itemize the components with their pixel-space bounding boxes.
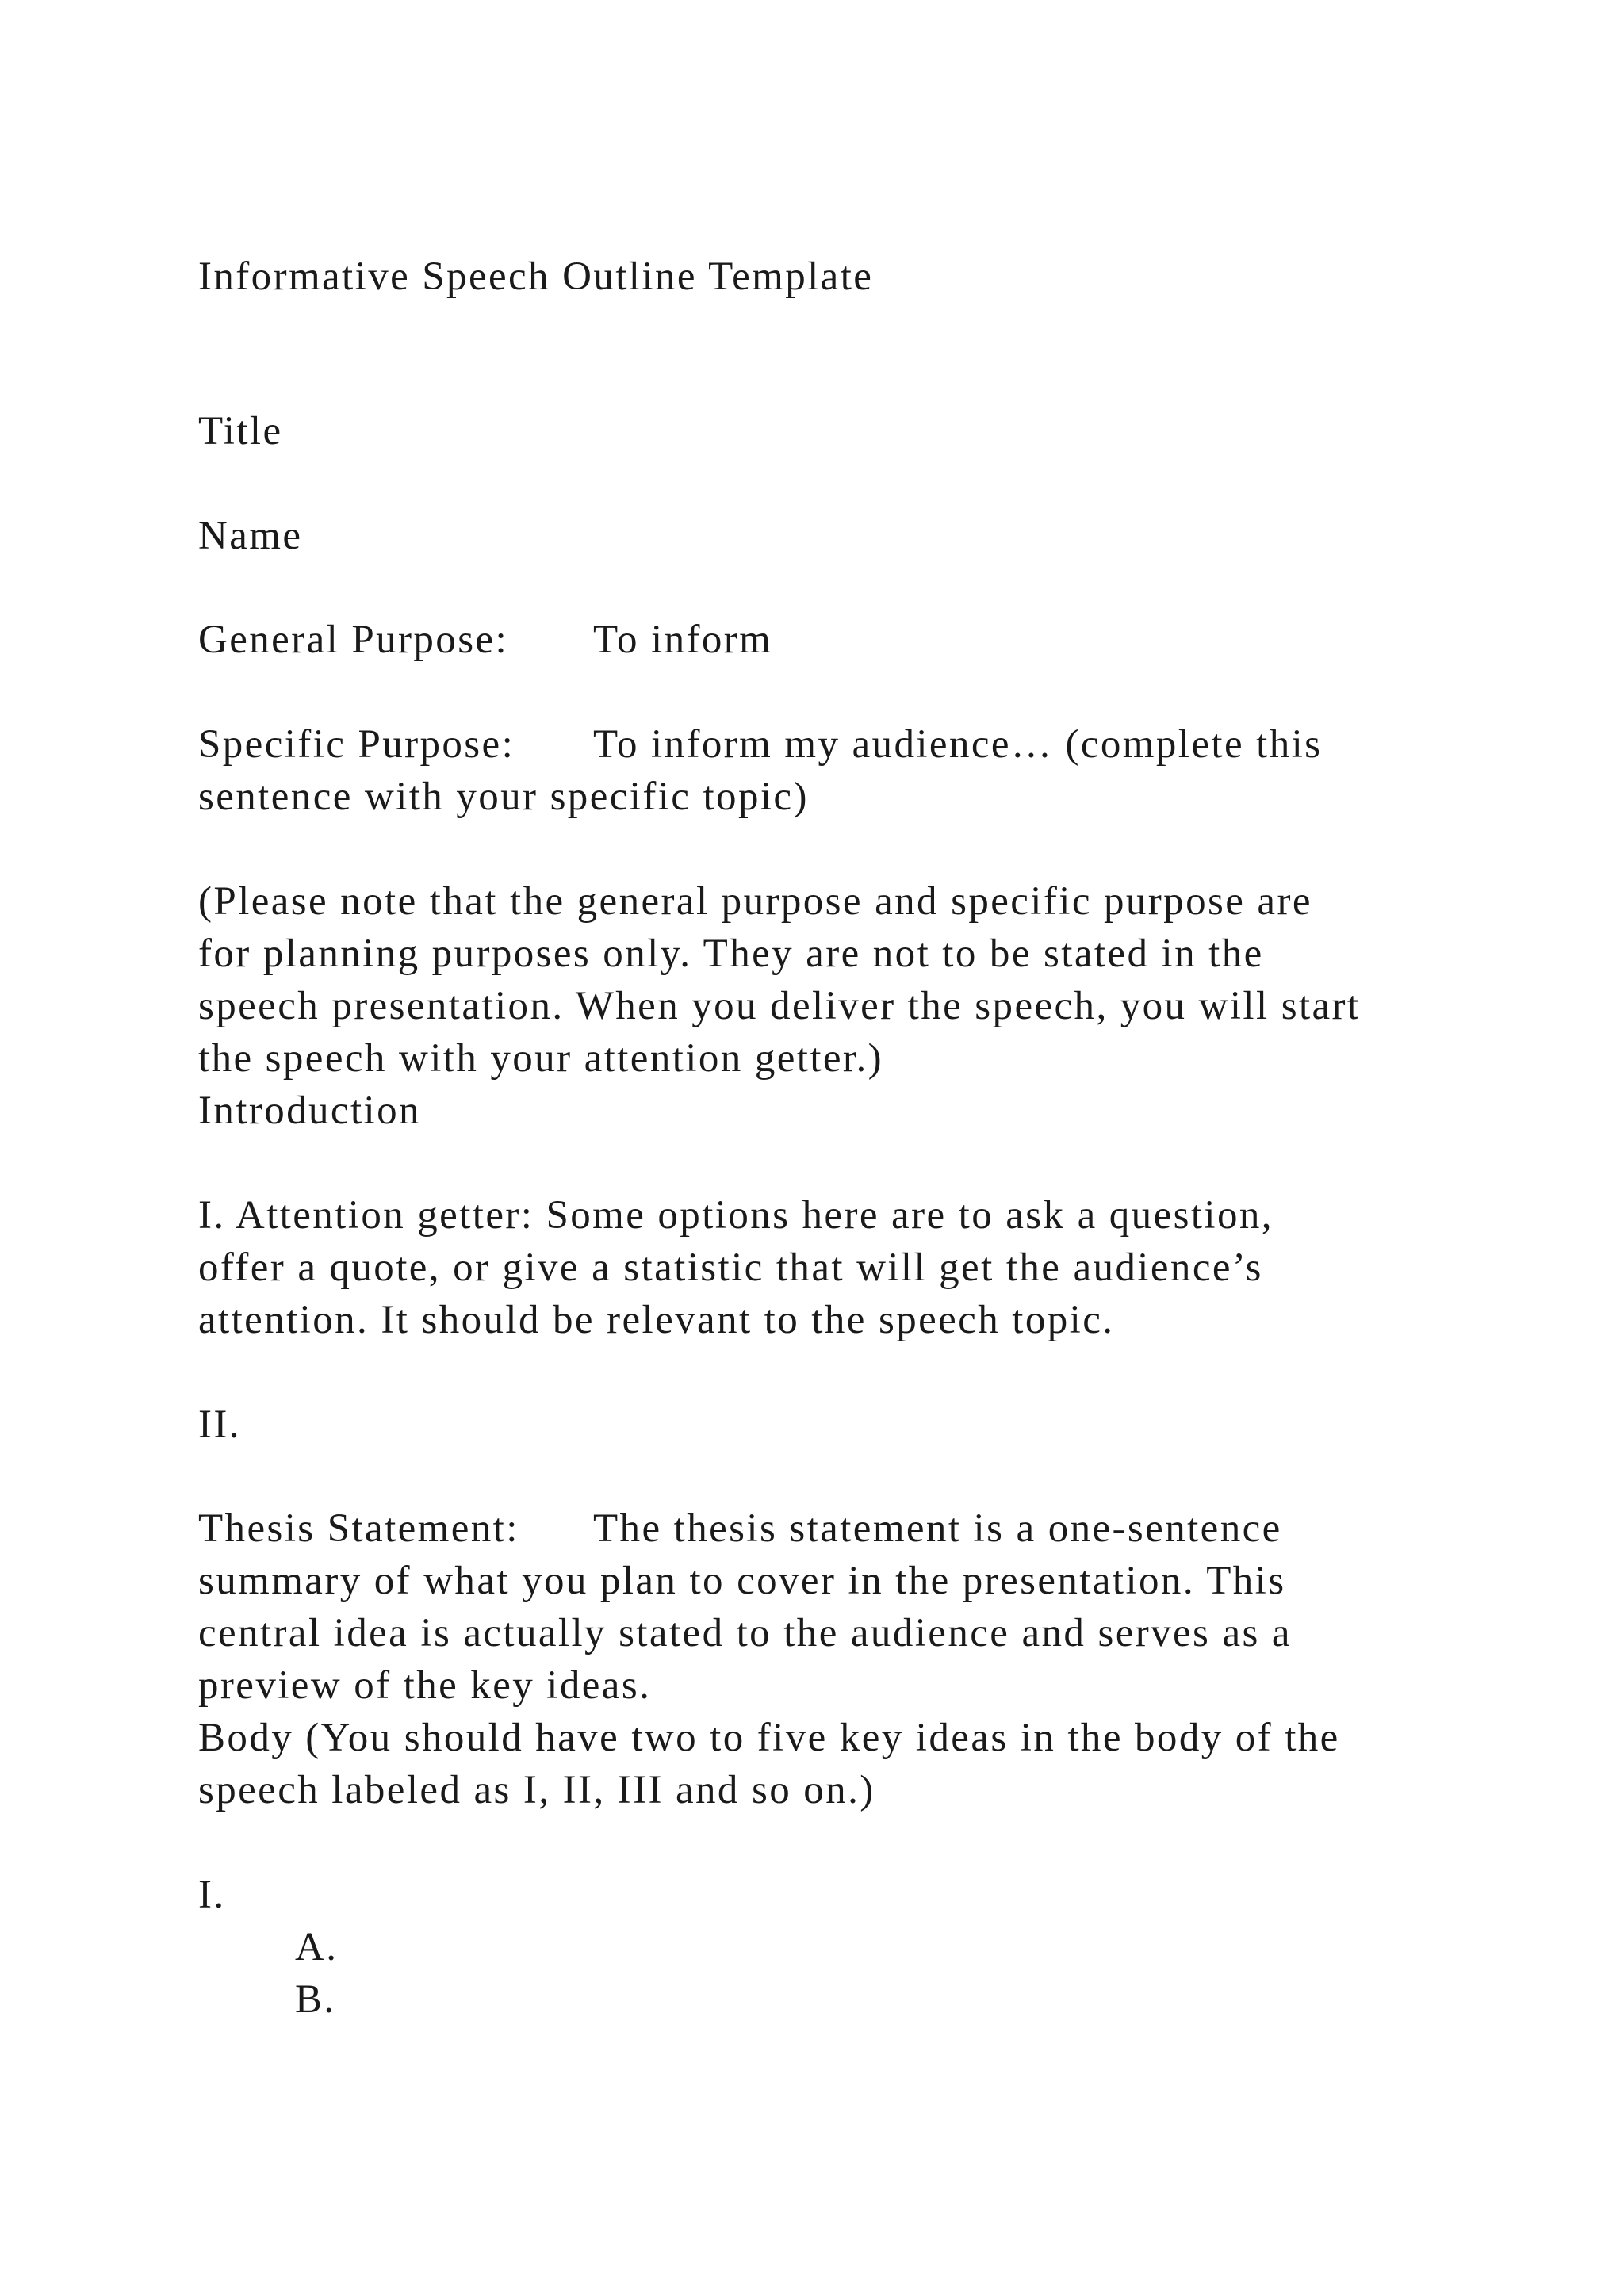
attention-getter-line: attention. It should be relevant to the speech topic. [198, 1298, 1115, 1342]
specific-purpose-label: Specific Purpose: [198, 722, 515, 767]
note-line: speech presentation. When you deliver the speech, you will start [198, 984, 1361, 1028]
thesis-label: Thesis Statement: [198, 1506, 519, 1551]
introduction-heading: Introduction [198, 1089, 421, 1133]
body-item-i: I. [198, 1873, 226, 1917]
intro-item-ii: II. [198, 1402, 241, 1447]
thesis-line: central idea is actually stated to the audience and serves as a [198, 1611, 1292, 1655]
specific-purpose-value: To inform my audience… (complete this [593, 722, 1323, 767]
thesis-line: summary of what you plan to cover in the presentation. This [198, 1559, 1286, 1603]
general-purpose-label: General Purpose: [198, 618, 509, 662]
sub-item-a: A. [295, 1925, 339, 1969]
attention-getter-line: I. Attention getter: Some options here are to ask a question, [198, 1193, 1274, 1238]
specific-purpose-line: sentence with your specific topic) [198, 775, 809, 819]
attention-getter-line: offer a quote, or give a statistic that will get the audience’s [198, 1246, 1263, 1290]
sub-item-b: B. [295, 1977, 336, 2022]
body-heading-line: speech labeled as I, II, III and so on.) [198, 1768, 875, 1812]
thesis-line: preview of the key ideas. [198, 1663, 652, 1708]
name-label: Name [198, 514, 303, 558]
title-label: Title [198, 409, 283, 453]
thesis-value: The thesis statement is a one-sentence [593, 1506, 1282, 1551]
general-purpose-value: To inform [593, 618, 773, 662]
body-heading-line: Body (You should have two to five key ideas in the body of the [198, 1716, 1340, 1760]
note-line: (Please note that the general purpose and specific purpose are [198, 879, 1312, 924]
note-line: for planning purposes only. They are not to be stated in the [198, 932, 1264, 976]
note-line: the speech with your attention getter.) [198, 1036, 884, 1081]
document-heading: Informative Speech Outline Template [198, 254, 874, 299]
